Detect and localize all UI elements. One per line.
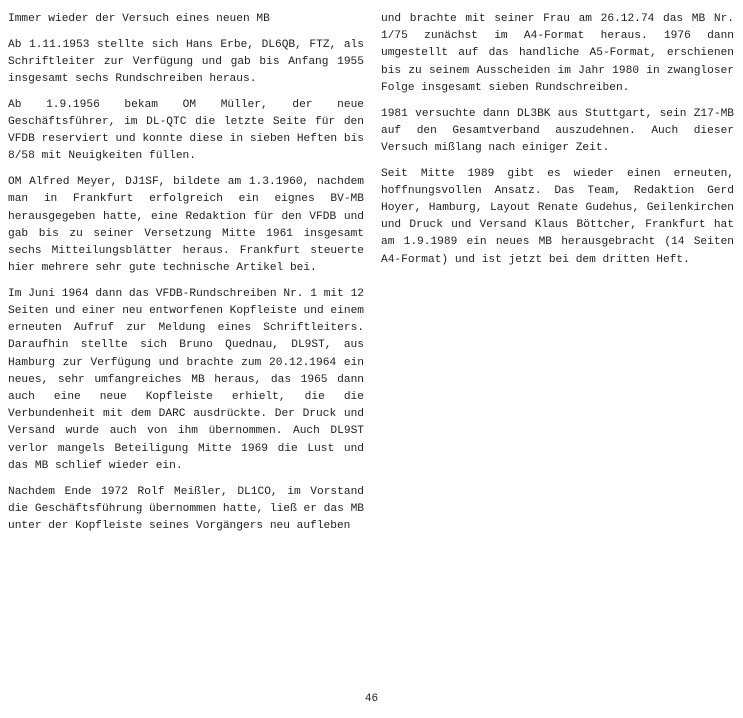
paragraph: Ab 1.11.1953 stellte sich Hans Erbe, DL6QB, FTZ, als Schriftleiter zur Verfügung und gab bis Anfang 1955 insgesamt sechs Rundschreiben heraus. — [8, 38, 364, 86]
page-number: 46 — [364, 693, 379, 705]
paragraph: OM Alfred Meyer, DJ1SF, bildete am 1.3.1960, nachdem man in Frankfurt erfolgreich ein eignes BV-MB herausgegeben hatte, eine Redaktion für den VFDB und gab bis zu seiner Versetzung Mitte 1961 insgesamt sechs Mitteilungsblätter heraus. Frankfurt steuerte hier mehrere sehr gute technische Artikel bei. — [8, 176, 364, 275]
right-column — [381, 11, 734, 277]
section-title: Immer wieder der Versuch eines neuen MB — [8, 13, 270, 25]
paragraph: 1981 versuchte dann DL3BK aus Stuttgart, sein Z17-MB auf den Gesamtverband auszudehnen. Auch dieser Versuch mißlang nach einiger Zeit. — [381, 107, 734, 154]
paragraph: Im Juni 1964 dann das VFDB-Rundschreiben Nr. 1 mit 12 Seiten und einer neu entworfenen Kopfleiste und einem erneuten Aufruf zur Meldung eines Schriftleiters. Daraufhin stellte sich Bruno Quednau, DL9ST, aus Hamburg zur Verfügung und brachte zum 20.12.1964 ein neues, sehr umfangreiches MB heraus, das 1965 dann auch eine neue Kopfleiste erhielt, die die Verbundenheit mit dem DARC ausdrückte. Der Druck und Versand wurde auch von ihm übernommen. Auch DL9ST verlor mangels Beteiligung Mitte 1969 die Lust und das MB schlief wieder ein. — [8, 287, 364, 472]
paragraph: Ab 1.9.1956 bekam OM Müller, der neue Geschäftsführer, im DL-QTC die letzte Seite für den VFDB reserviert und konnte diese in sieben Heften bis 8/58 mit Neuigkeiten füllen. — [8, 98, 364, 163]
paragraph: Seit Mitte 1989 gibt es wieder einen erneuten, hoffnungsvollen Ansatz. Das Team, Redaktion Gerd Hoyer, Hamburg, Layout Renate Gudehus, Geilenkirchen und Druck und Versand Klaus Böttcher, Frankfurt hat am 1.9.1989 ein neues MB herausgebracht (14 Seiten A4-Format) und ist jetzt bei dem dritten Heft. — [381, 167, 734, 266]
paragraph: Nachdem Ende 1972 Rolf Meißler, DL1CO, im Vorstand die Geschäftsführung übernommen hatte, ließ er das MB unter der Kopfleiste seines Vorgängers neu aufleben — [8, 485, 364, 532]
paragraph: und brachte mit seiner Frau am 26.12.74 das MB Nr. 1/75 zunächst im A4-Format heraus. 1976 dann umgestellt auf das handliche A5-Format, erschienen bis zu seinem Ausscheiden im Jahr 1980 in zwangloser Folge insgesamt sieben Rundschreiben. — [381, 13, 734, 94]
left-column — [8, 11, 364, 544]
